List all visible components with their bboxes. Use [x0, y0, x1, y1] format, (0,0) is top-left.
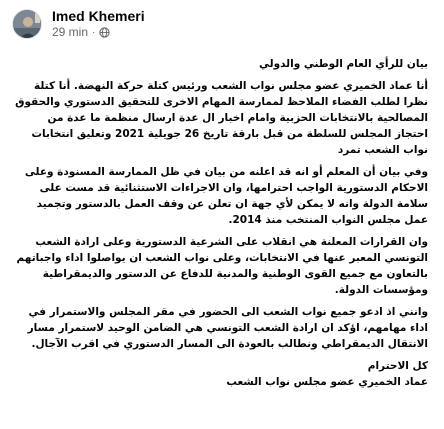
separator-dot: ·: [92, 27, 96, 38]
author-avatar[interactable]: [12, 9, 42, 39]
avatar-photo-icon: [13, 10, 42, 39]
post-paragraph-heading: بيان للرأي العام الوطني والدولي: [259, 58, 428, 70]
post-body-text: [14, 56, 428, 390]
post-header: [12, 8, 432, 40]
post-paragraph: وانني اذ ادعو جميع نواب الشعب الى الحضور في مقر المجلس والاستمرار في اداء مهامهم، اؤكد ان ارادة الشعب التونسي هي الضامن الوحيد لاستمرار مسار الانتقال الديمقراطي ونطالب بالعودة الى المسار الدستوري في اقرب الآجال.: [27, 306, 428, 350]
post-paragraph: أنا عماد الخميري عضو مجلس نواب الشعب ورئيس كتلة حركة النهضة. أنا كتلة نظرا لطلب الفضاء الملاحظ لممارسة المهام الاخرى للتحقيق الدستوري والحقوق المصالحية بالانتخابات الحزبية وامام اخبار ال عدة ارسال منظمة ما عدة من احتجاز المجلس للسلطة من قبل بارقة تاريخ 26 جويلية 2021 وتعليق انتخابات نواب الشعب تمرد: [15, 80, 428, 156]
globe-icon: [99, 27, 110, 38]
post-signature: عماد الخميري عضو مجلس نواب الشعب: [226, 376, 428, 388]
post-paragraph: وان القرارات المعلنة هي انقلاب على الشرعية الدستورية وعلى ارادة الشعب التونسي المعبر عنها في الانتخابات، وعلى نواب الشعب ان يواصلوا اداء واجباتهم بالتعاون مع جميع القوى الوطنية والمدنية للدفاع عن الدستور والديمقراطية ومؤسسات الدولة.: [16, 236, 428, 296]
post-meta: [52, 25, 145, 40]
post-signoff: كل الاحترام: [367, 360, 428, 372]
author-name[interactable]: Imed Khemeri: [52, 8, 145, 24]
post-paragraph: وفي بيان أن المعلم أو انه قد اعلنه من بيان في ظل الممارسة المسنودة وعلى الاحكام الدستورية الواجب احترامها، وان الاجراءات الاستثنائية قد مست على سلامة الدولة وانه لا يمكن لأي جهة ان تعلن عن وقف العمل بالدستور وتجميد عمل مجلس النواب المنتخب منذ 2014.: [24, 166, 428, 226]
author-block: [52, 8, 145, 40]
post-time[interactable]: 29 min: [52, 25, 89, 39]
